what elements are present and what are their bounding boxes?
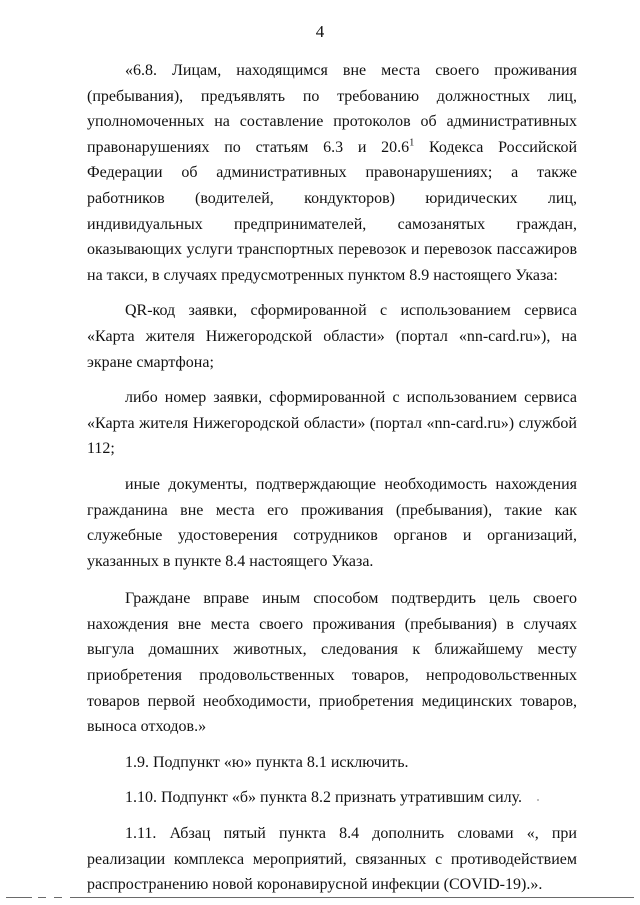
footer-rule-segment	[70, 897, 634, 898]
paragraph-qr-code: QR-код заявки, сформированной с использованием сервиса «Карта жителя Нижегородской области» (портал «nn-card.ru»), на экране смартфона;	[87, 302, 577, 371]
paragraph-6-8	[87, 58, 577, 288]
paragraph-1-11: 1.11. Абзац пятый пункта 8.4 дополнить словами «, при реализации комплекса мероприятий, связанных с противодействием распространению новой коронавирусной инфекции (COVID-19).».	[87, 825, 577, 894]
footer-rule-segment	[38, 897, 46, 898]
footer-rule-segment	[54, 897, 62, 898]
paragraph-1-10: 1.10. Подпункт «б» пункта 8.2 признать утратившим силу.	[125, 789, 523, 807]
paragraph-6-8-text-end: Кодекса Российской Федерации об административных правонарушениях; а также работников (водителей, кондукторов) юридических лиц, индивидуальных предпринимателей, самозанятых граждан, оказывающих услуги транспортных перевозок и перевозок пассажиров на такси, в случаях предусмотренных пунктом 8.9 настоящего Указа:	[87, 138, 578, 284]
paragraph-1-9: 1.9. Подпункт «ю» пункта 8.1 исключить.	[125, 753, 409, 771]
scan-speck	[537, 799, 539, 801]
paragraph-6-8-text-start: «6.8. Лицам, находящимся вне места своего проживания (пребывания), предъявлять по требованию должностных лиц, уполномоченных на составление протоколов об административных правонарушениях по статьям 6.3 и 20.6	[87, 62, 577, 156]
page-number: 4	[315, 22, 325, 41]
footer-rule-segment	[6, 897, 32, 898]
document-body	[87, 58, 577, 898]
paragraph-citizens-right: Граждане вправе иным способом подтвердить цель своего нахождения вне места своего проживания (пребывания) в случаях выгула домашних животных, следования к ближайшему месту приобретения продовольственных товаров, непродовольственных товаров первой необходимости, приобретения медицинских товаров, выноса отходов.»	[87, 590, 577, 736]
paragraph-other-documents: иные документы, подтверждающие необходимость нахождения гражданина вне места его проживания (пребывания), такие как служебные удостоверения сотрудников органов и организаций, указанных в пункте 8.4 настоящего Указа.	[87, 475, 577, 570]
footnote-superscript: 1	[409, 137, 415, 149]
paragraph-request-number: либо номер заявки, сформированной с использованием сервиса «Карта жителя Нижегородской области» (портал «nn-card.ru») службой 112;	[87, 389, 577, 458]
